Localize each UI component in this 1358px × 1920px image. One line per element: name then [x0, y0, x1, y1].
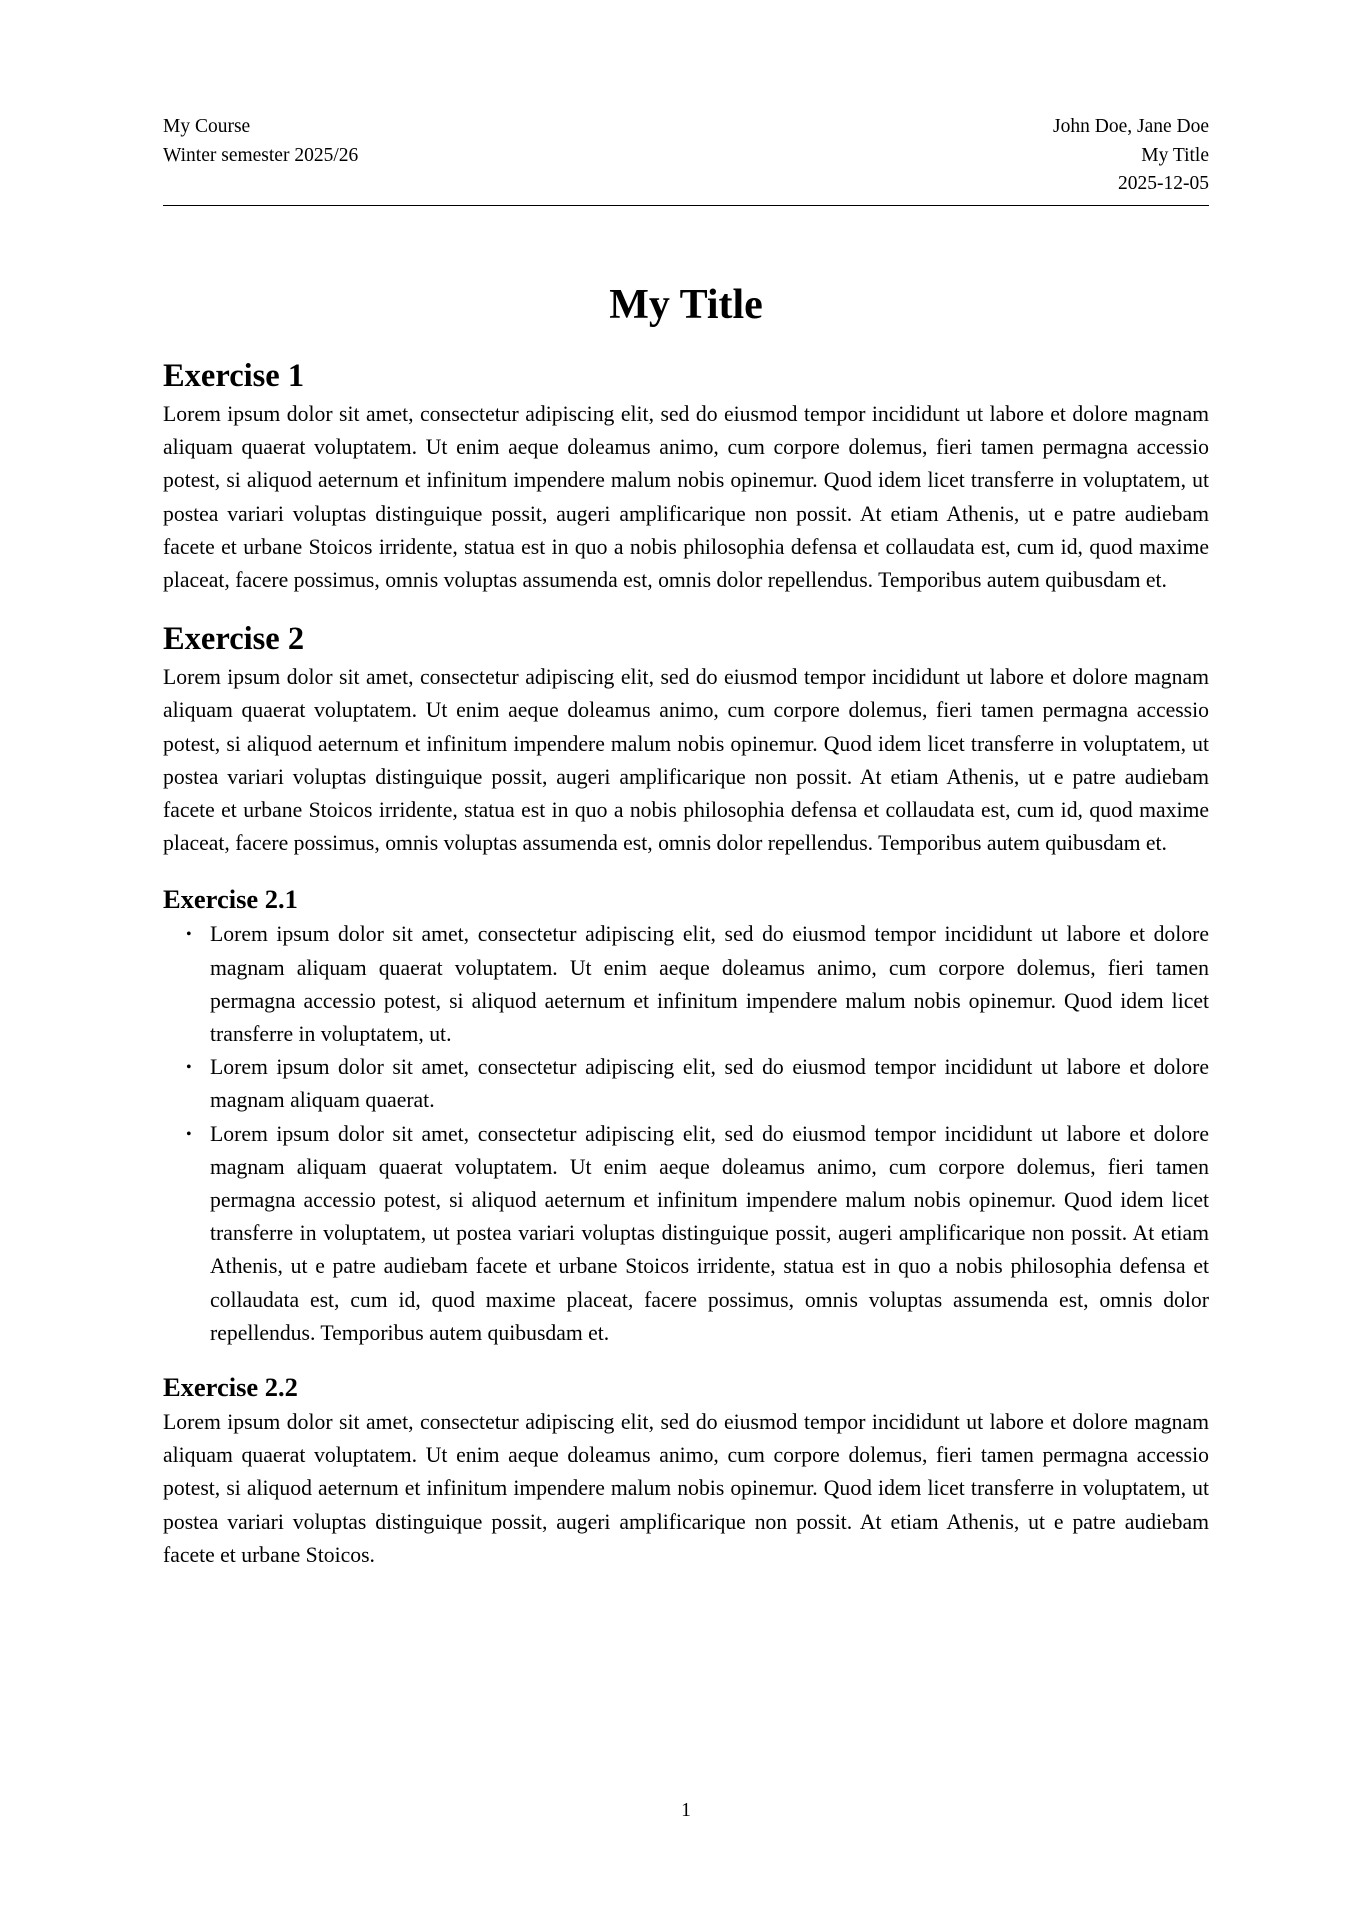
- section-exercise-1: [163, 356, 1209, 597]
- page-header: [163, 113, 1209, 206]
- list-item: [186, 1118, 1209, 1350]
- subsection-exercise-2-1: [163, 882, 1209, 1350]
- paragraph: Lorem ipsum dolor sit amet, consectetur adipiscing elit, sed do eiusmod tempor incididunt ut labore et dolore magnam aliquam quaerat voluptatem. Ut enim aeque doleamus animo, cum corpore dolemus, fieri tamen permagna accessio potest, si aliquod aeternum et infinitum impendere malum nobis opinemur. Quod idem licet transferre in voluptatem, ut postea variari voluptas distinguique possit, augeri amplificarique non possit. At etiam Athenis, ut e patre audiebam facete et urbane Stoicos irridente, statua est in quo a nobis philosophia defensa et collaudata est, cum id, quod maxime placeat, facere possimus, omnis voluptas assumenda est, omnis dolor repellendus. Temporibus autem quibusdam et.: [163, 402, 1209, 593]
- semester: Winter semester 2025/26: [163, 144, 359, 166]
- section-exercise-2: [163, 619, 1209, 860]
- header-left: [163, 113, 358, 170]
- paragraph: Lorem ipsum dolor sit amet, consectetur adipiscing elit, sed do eiusmod tempor incididunt ut labore et dolore magnam aliquam quaerat voluptatem. Ut enim aeque doleamus animo, cum corpore dolemus, fieri tamen permagna accessio potest, si aliquod aeternum et infinitum impendere malum nobis opinemur. Quod idem licet transferre in voluptatem, ut postea variari voluptas distinguique possit, augeri amplificarique non possit. At etiam Athenis, ut e patre audiebam facete et urbane Stoicos irridente, statua est in quo a nobis philosophia defensa et collaudata est, cum id, quod maxime placeat, facere possimus, omnis voluptas assumenda est, omnis dolor repellendus. Temporibus autem quibusdam et.: [163, 665, 1209, 856]
- list-item: [186, 918, 1209, 1051]
- section-heading: Exercise 1: [163, 358, 305, 394]
- authors: John Doe, Jane Doe: [1053, 116, 1209, 137]
- list-item-text: Lorem ipsum dolor sit amet, consectetur adipiscing elit, sed do eiusmod tempor incididunt ut labore et dolore magnam aliquam quaerat voluptatem. Ut enim aeque doleamus animo, cum corpore dolemus, fieri tamen permagna accessio potest, si aliquod aeternum et infinitum impendere malum nobis opinemur. Quod idem licet transferre in voluptatem, ut.: [210, 922, 1209, 1047]
- header-right: [1053, 113, 1209, 199]
- subsection-heading: Exercise 2.1: [163, 884, 298, 915]
- list-item: [186, 1051, 1209, 1117]
- subsection-exercise-2-2: [163, 1370, 1209, 1572]
- list-item-text: Lorem ipsum dolor sit amet, consectetur adipiscing elit, sed do eiusmod tempor incididunt ut labore et dolore magnam aliquam quaerat voluptatem. Ut enim aeque doleamus animo, cum corpore dolemus, fieri tamen permagna accessio potest, si aliquod aeternum et infinitum impendere malum nobis opinemur. Quod idem licet transferre in voluptatem, ut postea variari voluptas distinguique possit, augeri amplificarique non possit. At etiam Athenis, ut e patre audiebam facete et urbane Stoicos irridente, statua est in quo a nobis philosophia defensa et collaudata est, cum id, quod maxime placeat, facere possimus, omnis voluptas assumenda est, omnis dolor repellendus. Temporibus autem quibusdam et.: [210, 1121, 1209, 1345]
- document-page: [163, 0, 1209, 1920]
- page-number: 1: [681, 1800, 691, 1821]
- bullet-icon: •: [186, 1125, 192, 1143]
- bullet-list: [163, 918, 1209, 1350]
- paragraph: Lorem ipsum dolor sit amet, consectetur adipiscing elit, sed do eiusmod tempor incididunt ut labore et dolore magnam aliquam quaerat voluptatem. Ut enim aeque doleamus animo, cum corpore dolemus, fieri tamen permagna accessio potest, si aliquod aeternum et infinitum impendere malum nobis opinemur. Quod idem licet transferre in voluptatem, ut postea variari voluptas distinguique possit, augeri amplificarique non possit. At etiam Athenis, ut e patre audiebam facete et urbane Stoicos.: [163, 1410, 1209, 1567]
- bullet-icon: •: [186, 926, 192, 944]
- list-item-text: Lorem ipsum dolor sit amet, consectetur adipiscing elit, sed do eiusmod tempor incididunt ut labore et dolore magnam aliquam quaerat.: [210, 1055, 1209, 1113]
- document-body: [163, 356, 1209, 1592]
- subsection-heading: Exercise 2.2: [163, 1372, 298, 1403]
- header-title: My Title: [1141, 144, 1209, 166]
- header-date: 2025-12-05: [1118, 173, 1209, 194]
- bullet-icon: •: [186, 1059, 192, 1077]
- section-heading: Exercise 2: [163, 621, 305, 658]
- document-title: My Title: [609, 282, 763, 328]
- course-name: My Course: [163, 116, 251, 137]
